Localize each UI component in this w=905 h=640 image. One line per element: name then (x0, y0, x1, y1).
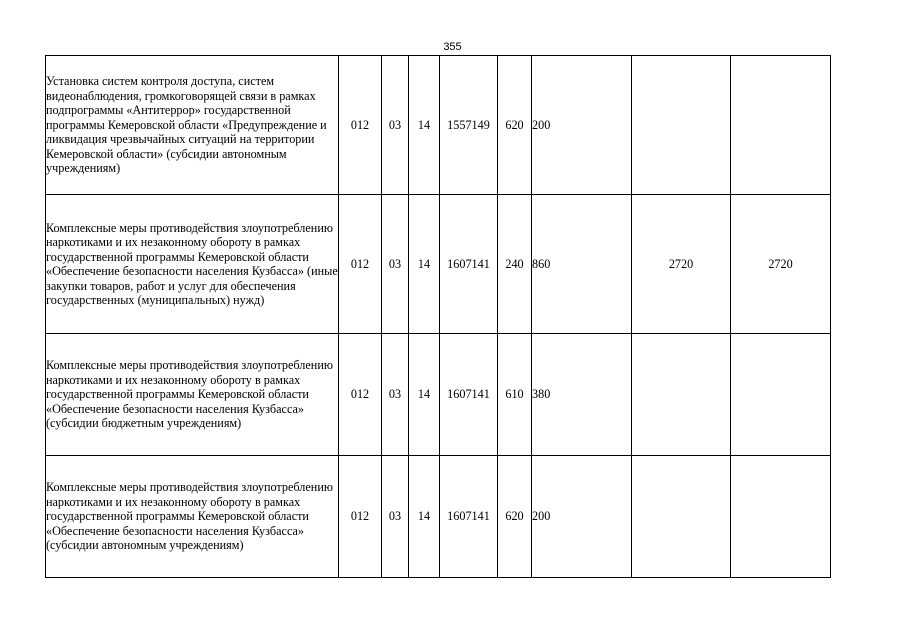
subsection-code: 14 (409, 195, 440, 334)
section-code: 03 (382, 195, 409, 334)
amount-cell: 860 (532, 195, 632, 334)
amount-year2-cell (632, 334, 731, 456)
subsection-code: 14 (409, 56, 440, 195)
target-article-code: 1557149 (440, 56, 498, 195)
target-article-code: 1607141 (440, 334, 498, 456)
amount-cell: 200 (532, 56, 632, 195)
table-row (46, 456, 831, 578)
page-number: 355 (443, 41, 462, 53)
row-description: Установка систем контроля доступа, систем видеонаблюдения, громкоговорящей связи в рамках подпрограммы «Антитеррор» государственной программы Кемеровской области «Предупреждение и ликвидация чрезвычайных ситуаций на территории Кемеровской области» (субсидии автономным учреждениям) (46, 56, 339, 195)
expense-type-code: 620 (498, 56, 532, 195)
amount-cell: 380 (532, 334, 632, 456)
table-row (46, 56, 831, 195)
expense-type-code: 240 (498, 195, 532, 334)
row-description: Комплексные меры противодействия злоупотреблению наркотиками и их незаконному обороту в рамках государственной программы Кемеровской области «Обеспечение безопасности населения Кузбасса» (субсидии автономным учреждениям) (46, 456, 339, 578)
amount-year2-cell (632, 456, 731, 578)
amount-year2-cell: 2720 (632, 195, 731, 334)
table-row (46, 195, 831, 334)
table-row (46, 334, 831, 456)
amount-year3-cell (731, 334, 831, 456)
subsection-code: 14 (409, 456, 440, 578)
expense-type-code: 610 (498, 334, 532, 456)
subsection-code: 14 (409, 334, 440, 456)
ministry-code: 012 (339, 456, 382, 578)
ministry-code: 012 (339, 195, 382, 334)
budget-table (45, 55, 831, 578)
row-description: Комплексные меры противодействия злоупотреблению наркотиками и их незаконному обороту в рамках государственной программы Кемеровской области «Обеспечение безопасности населения Кузбасса» (субсидии бюджетным учреждениям) (46, 334, 339, 456)
row-description: Комплексные меры противодействия злоупотреблению наркотиками и их незаконному обороту в рамках государственной программы Кемеровской области «Обеспечение безопасности населения Кузбасса» (иные закупки товаров, работ и услуг для обеспечения государственных (муниципальных) нужд) (46, 195, 339, 334)
ministry-code: 012 (339, 56, 382, 195)
expense-type-code: 620 (498, 456, 532, 578)
target-article-code: 1607141 (440, 195, 498, 334)
amount-cell: 200 (532, 456, 632, 578)
section-code: 03 (382, 56, 409, 195)
section-code: 03 (382, 334, 409, 456)
target-article-code: 1607141 (440, 456, 498, 578)
amount-year3-cell: 2720 (731, 195, 831, 334)
ministry-code: 012 (339, 334, 382, 456)
amount-year2-cell (632, 56, 731, 195)
amount-year3-cell (731, 56, 831, 195)
section-code: 03 (382, 456, 409, 578)
amount-year3-cell (731, 456, 831, 578)
